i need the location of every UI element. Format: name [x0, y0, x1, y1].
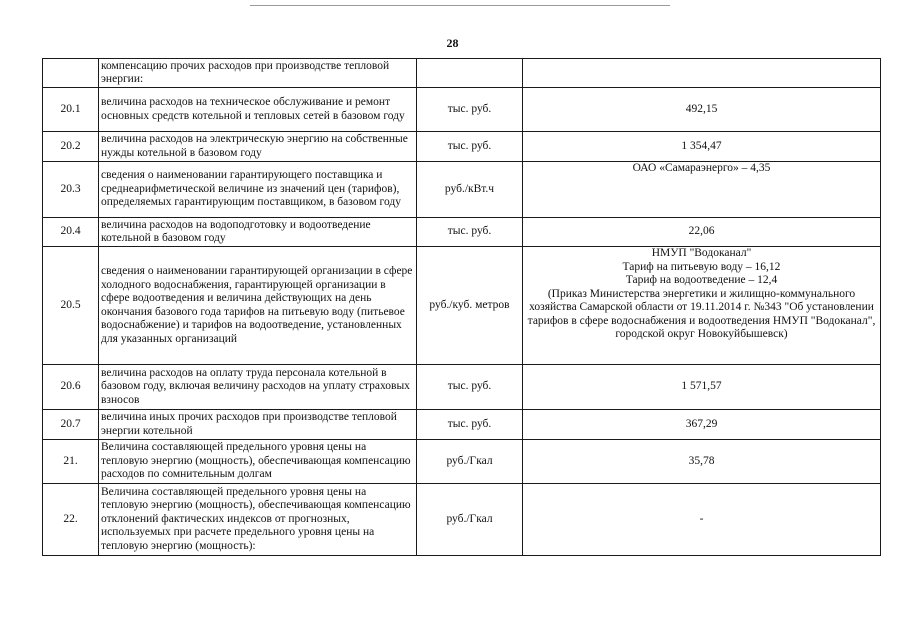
- row-unit: тыс. руб.: [417, 132, 523, 162]
- row-description: Величина составляющей предельного уровня цены на тепловую энергию (мощность), обеспечивающая компенсацию расходов по сомнительным долгам: [99, 440, 417, 484]
- row-unit: тыс. руб.: [417, 365, 523, 410]
- row-value-line: 22,06: [688, 225, 715, 238]
- row-value-line: ОАО «Самараэнерго» – 4,35: [632, 162, 771, 174]
- row-unit: тыс. руб.: [417, 410, 523, 440]
- row-unit: руб./Гкал: [417, 484, 523, 556]
- row-value: [523, 484, 881, 556]
- row-value-line: 1 354,47: [681, 139, 722, 152]
- table-row: [43, 365, 881, 410]
- row-number: 20.5: [43, 247, 99, 365]
- row-value-line: 367,29: [685, 417, 718, 430]
- row-value: [523, 218, 881, 247]
- row-unit: тыс. руб.: [417, 88, 523, 132]
- row-description: величина расходов на электрическую энергию на собственные нужды котельной в базовом году: [99, 132, 417, 162]
- row-value: [523, 132, 881, 162]
- row-value-line: -: [699, 512, 704, 525]
- row-unit: тыс. руб.: [417, 218, 523, 247]
- row-value-line: 35,78: [688, 454, 715, 467]
- row-value: [523, 247, 881, 365]
- row-value: [523, 59, 881, 88]
- row-number: 20.3: [43, 162, 99, 218]
- table-row: [43, 162, 881, 218]
- row-number: 20.6: [43, 365, 99, 410]
- row-number: [43, 59, 99, 88]
- row-value-line: Тариф на водоотведение – 12,4: [625, 274, 778, 286]
- row-value: [523, 410, 881, 440]
- row-value-line: Тариф на питьевую воду – 16,12: [622, 260, 781, 273]
- table-row: [43, 247, 881, 365]
- page-number: 28: [446, 36, 459, 50]
- row-number: 20.2: [43, 132, 99, 162]
- row-unit: [417, 59, 523, 88]
- row-description: сведения о наименовании гарантирующей организации в сфере холодного водоснабжения, гарантирующей организации в сфере водоотведения и величина действующих на день окончания базового года тарифов на питьевую воду (питьевое водоснабжение) и тарифов на водоотведение, установленных для указанных организаций: [99, 247, 417, 365]
- row-unit: руб./куб. метров: [417, 247, 523, 365]
- row-number: 20.1: [43, 88, 99, 132]
- row-value-line: (Приказ Министерства энергетики и жилищно-коммунального хозяйства Самарской области от 19.11.2014 г. №343 "Об установлении тарифов в сфере водоснабжения и водоотведения НМУП "Водоканал", городской округ Новокуйбышевск): [527, 287, 876, 340]
- row-description: величина расходов на техническое обслуживание и ремонт основных средств котельной и тепловых сетей в базовом году: [99, 88, 417, 132]
- row-value: [523, 88, 881, 132]
- row-value-line: 492,15: [685, 102, 718, 115]
- row-value: [523, 440, 881, 484]
- table-row: [43, 410, 881, 440]
- row-number: 20.4: [43, 218, 99, 247]
- row-value: [523, 365, 881, 410]
- table-row: [43, 484, 881, 556]
- table-row: [43, 440, 881, 484]
- row-unit: руб./Гкал: [417, 440, 523, 484]
- row-description: Величина составляющей предельного уровня цены на тепловую энергию (мощность), обеспечивающая компенсацию отклонений фактических индексов от прогнозных, используемых при расчете предельного уровня цены на тепловую энергию (мощность):: [99, 484, 417, 556]
- row-value-line: НМУП "Водоканал": [651, 247, 752, 259]
- row-number: 22.: [43, 484, 99, 556]
- row-number: 20.7: [43, 410, 99, 440]
- row-description: компенсацию прочих расходов при производстве тепловой энергии:: [99, 59, 417, 88]
- table-row: [43, 218, 881, 247]
- row-unit: руб./кВт.ч: [417, 162, 523, 218]
- table-row: [43, 88, 881, 132]
- row-description: величина расходов на водоподготовку и водоотведение котельной в базовом году: [99, 218, 417, 247]
- top-rule: [250, 5, 670, 6]
- row-description: величина иных прочих расходов при производстве тепловой энергии котельной: [99, 410, 417, 440]
- row-description: величина расходов на оплату труда персонала котельной в базовом году, включая величину расходов на уплату страховых взносов: [99, 365, 417, 410]
- table-row: [43, 132, 881, 162]
- row-value: [523, 162, 881, 218]
- row-value-line: 1 571,57: [681, 380, 722, 393]
- data-table: [42, 58, 881, 556]
- row-number: 21.: [43, 440, 99, 484]
- row-description: сведения о наименовании гарантирующего поставщика и среднеарифметической величине из значений цен (тарифов), определяемых гарантирующим поставщиком, в базовом году: [99, 162, 417, 218]
- table-row: [43, 59, 881, 88]
